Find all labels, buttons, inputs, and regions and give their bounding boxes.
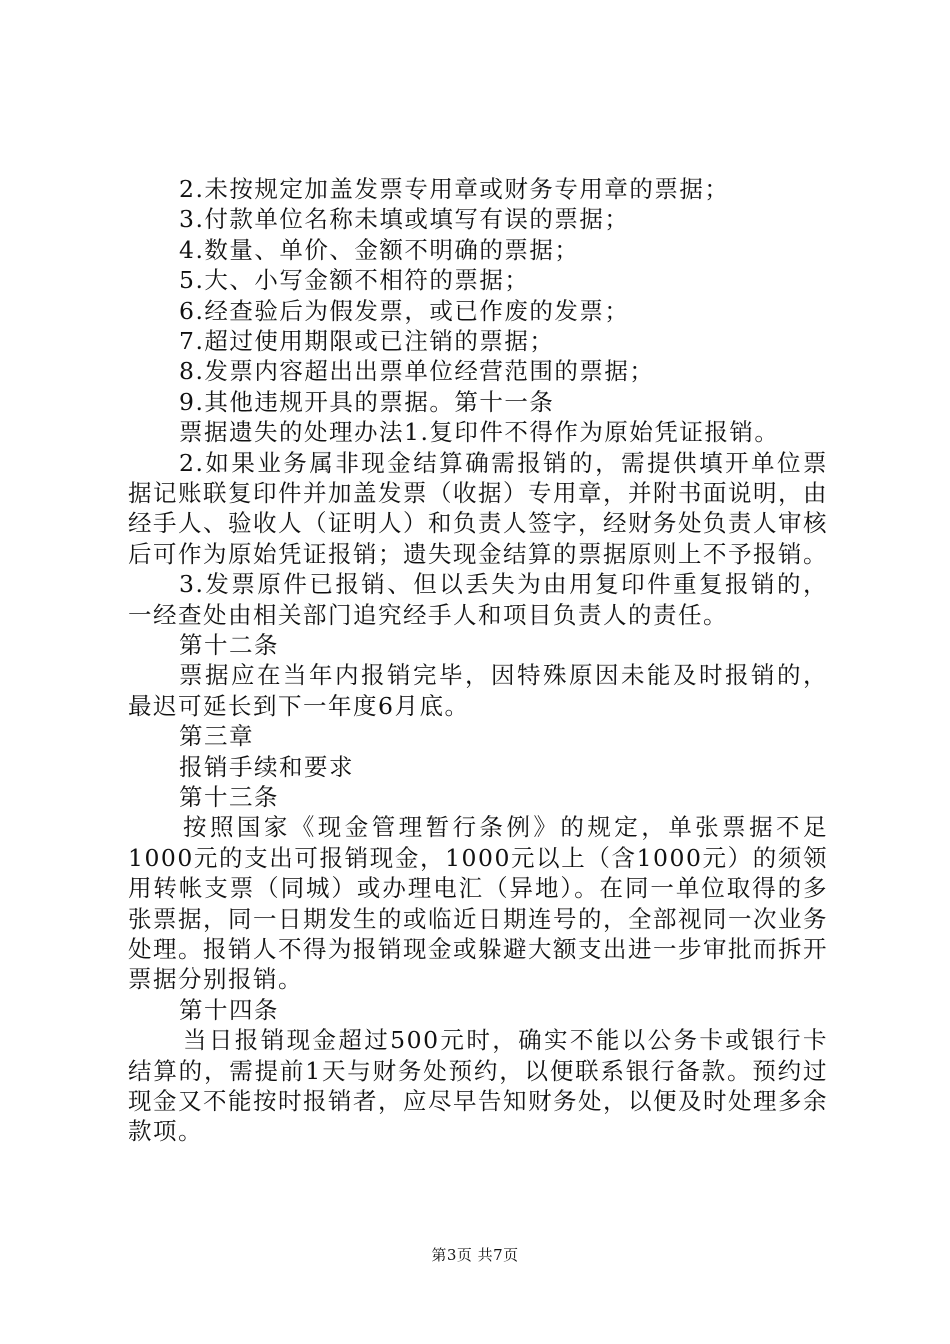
list-item: 7.超过使用期限或已注销的票据； [179,326,555,355]
list-item: 3.付款单位名称未填或填写有误的票据； [179,205,630,234]
article-paragraph: 按照国家《现金管理暂行条例》的规定，单张票据不足1000元的支出可报销现金，1000元以上（含1000元）的须领用转帐支票（同城）或办理电汇（异地）。在同一单位取得的多张票据，同一日期发生的或临近日期连号的，全部视同一次业务处理。报销人不得为报销现金或躲避大额支出进一步审批而拆开票据分别报销。 [128,813,828,994]
paragraph-lost-invoice-2: 2.如果业务属非现金结算确需报销的，需提供填开单位票据记账联复印件并加盖发票（收据）专用章，并附书面说明，由经手人、验收人（证明人）和负责人签字，经财务处负责人审核后可作为原始凭证报销；遗失现金结算的票据原则上不予报销。 [128,448,828,568]
list-item: 5.大、小写金额不相符的票据； [179,266,530,295]
page-number-footer: 第3页 共7页 [431,1246,519,1264]
document-body [128,174,828,1147]
article-paragraph: 票据应在当年内报销完毕，因特殊原因未能及时报销的，最迟可延长到下一年度6月底。 [128,661,828,720]
chapter-heading: 第三章 [179,722,254,751]
list-item: 6.经查验后为假发票，或已作废的发票； [179,296,630,325]
list-item: 9.其他违规开具的票据。第十一条 [179,387,555,416]
list-item: 4.数量、单价、金额不明确的票据； [179,235,580,264]
article-heading: 第十三条 [179,782,279,811]
article-heading: 第十二条 [179,630,279,659]
article-heading: 第十四条 [179,995,279,1024]
list-item: 2.未按规定加盖发票专用章或财务专用章的票据； [179,175,730,203]
chapter-title: 报销手续和要求 [179,752,354,781]
list-item: 票据遗失的处理办法1.复印件不得作为原始凭证报销。 [179,418,780,447]
article-paragraph: 当日报销现金超过500元时，确实不能以公务卡或银行卡结算的，需提前1天与财务处预约，以便联系银行备款。预约过现金又不能按时报销者，应尽早告知财务处，以便及时处理多余款项。 [128,1026,828,1146]
paragraph-lost-invoice-3: 3.发票原件已报销、但以丢失为由用复印件重复报销的，一经查处由相关部门追究经手人和项目负责人的责任。 [128,570,828,629]
list-item: 8.发票内容超出出票单位经营范围的票据； [179,357,655,386]
